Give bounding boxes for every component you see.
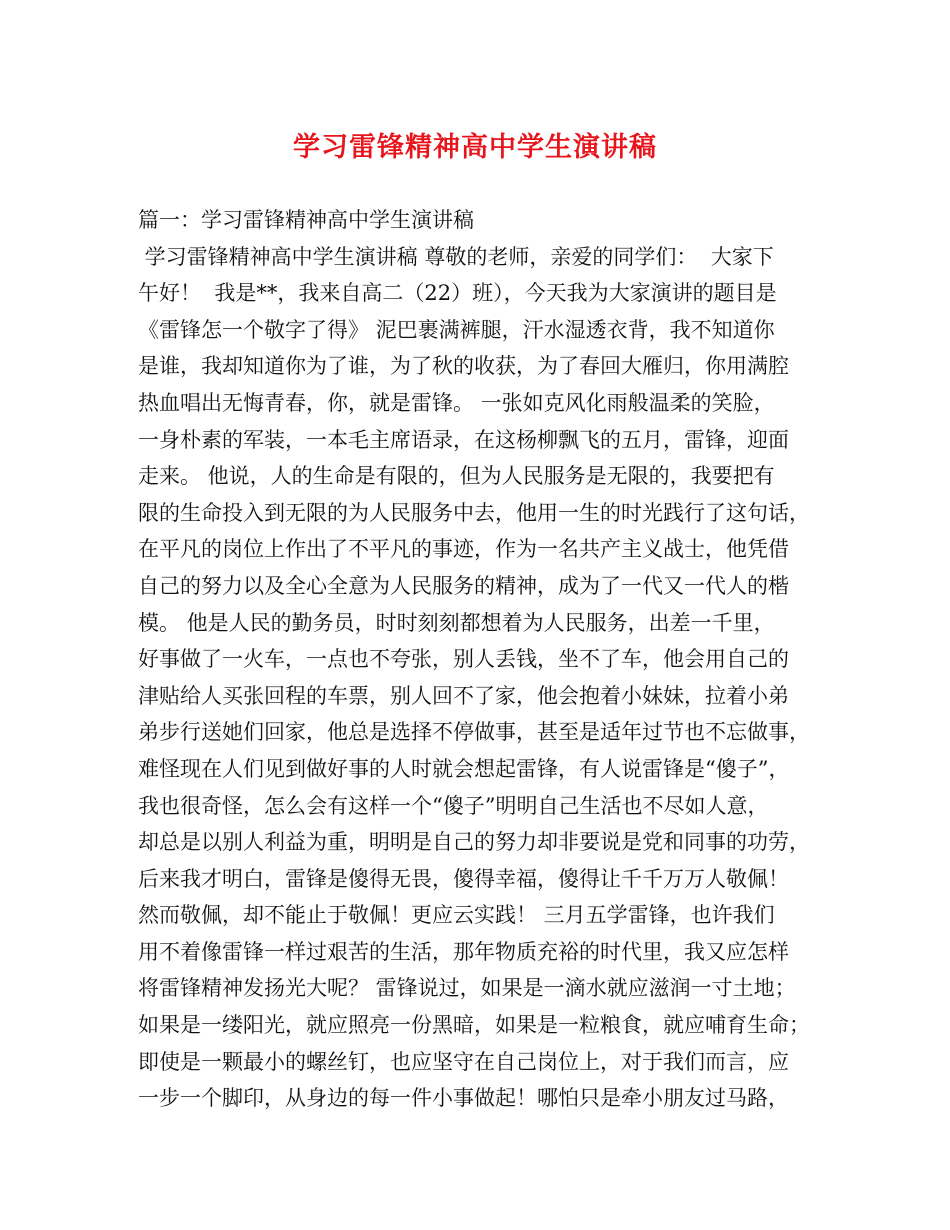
- body-line: 走来。 他说，人的生命是有限的，但为人民服务是无限的，我要把有: [138, 464, 775, 489]
- document-title: 学习雷锋精神高中学生演讲稿: [293, 132, 657, 163]
- body-line: 难怪现在人们见到做好事的人时就会想起雷锋，有人说雷锋是“傻子”，: [138, 756, 790, 781]
- body-line: 午好！ 我是**，我来自高二（22）班），今天我为大家演讲的题目是: [138, 281, 777, 306]
- body-line: 我也很奇怪，怎么会有这样一个“傻子”明明自己生活也不尽如人意，: [138, 793, 769, 818]
- body-line: 《雷锋怎一个敬字了得》 泥巴裹满裤腿，汗水湿透衣背，我不知道你: [138, 317, 775, 342]
- document-body: [138, 202, 828, 1117]
- body-line: 一步一个脚印，从身边的每一件小事做起！哪怕只是牵小朋友过马路，: [138, 1086, 789, 1111]
- body-line: 津贴给人买张回程的车票，别人回不了家，他会抱着小妹妹，拉着小弟: [138, 683, 789, 708]
- body-line: 一身朴素的军装，一本毛主席语录，在这杨柳飘飞的五月，雷锋，迎面: [138, 427, 789, 452]
- body-line: 然而敬佩，却不能止于敬佩！更应云实践！ 三月五学雷锋，也许我们: [138, 903, 775, 928]
- body-line: 用不着像雷锋一样过艰苦的生活，那年物质充裕的时代里，我又应怎样: [138, 939, 789, 964]
- body-line: 如果是一缕阳光，就应照亮一份黑暗，如果是一粒粮食，就应哺育生命；: [138, 1013, 810, 1038]
- body-line: 后来我才明白，雷锋是傻得无畏，傻得幸福，傻得让千千万万人敬佩！: [138, 866, 789, 891]
- body-line: 热血唱出无悔青春，你，就是雷锋。 一张如克风化雨般温柔的笑脸，: [138, 390, 775, 415]
- body-line: 限的生命投入到无限的为人民服务中去，他用一生的时光践行了这句话，: [138, 500, 810, 525]
- body-line: 即使是一颗最小的螺丝钉，也应坚守在自己岗位上，对于我们而言，应: [138, 1049, 789, 1074]
- body-line: 将雷锋精神发扬光大呢？ 雷锋说过，如果是一滴水就应滋润一寸土地；: [138, 976, 796, 1001]
- body-line: 在平凡的岗位上作出了不平凡的事迹，作为一名共产主义战士，他凭借: [138, 537, 789, 562]
- body-line: 却总是以别人利益为重，明明是自己的努力却非要说是党和同事的功劳，: [138, 830, 810, 855]
- body-line: 自己的努力以及全心全意为人民服务的精神，成为了一代又一代人的楷: [138, 573, 789, 598]
- body-line: 篇一：学习雷锋精神高中学生演讲稿: [138, 208, 474, 232]
- body-line: 是谁，我却知道你为了谁，为了秋的收获，为了春回大雁归，你用满腔: [138, 354, 789, 379]
- body-line: 弟步行送她们回家，他总是选择不停做事，甚至是适年过节也不忘做事，: [138, 720, 810, 745]
- body-line: 学习雷锋精神高中学生演讲稿 尊敬的老师，亲爱的同学们： 大家下: [138, 244, 774, 269]
- body-line: 好事做了一火车，一点也不夸张，别人丢钱，坐不了车，他会用自己的: [138, 647, 789, 672]
- body-line: 模。 他是人民的勤务员，时时刻刻都想着为人民服务，出差一千里，: [138, 610, 775, 635]
